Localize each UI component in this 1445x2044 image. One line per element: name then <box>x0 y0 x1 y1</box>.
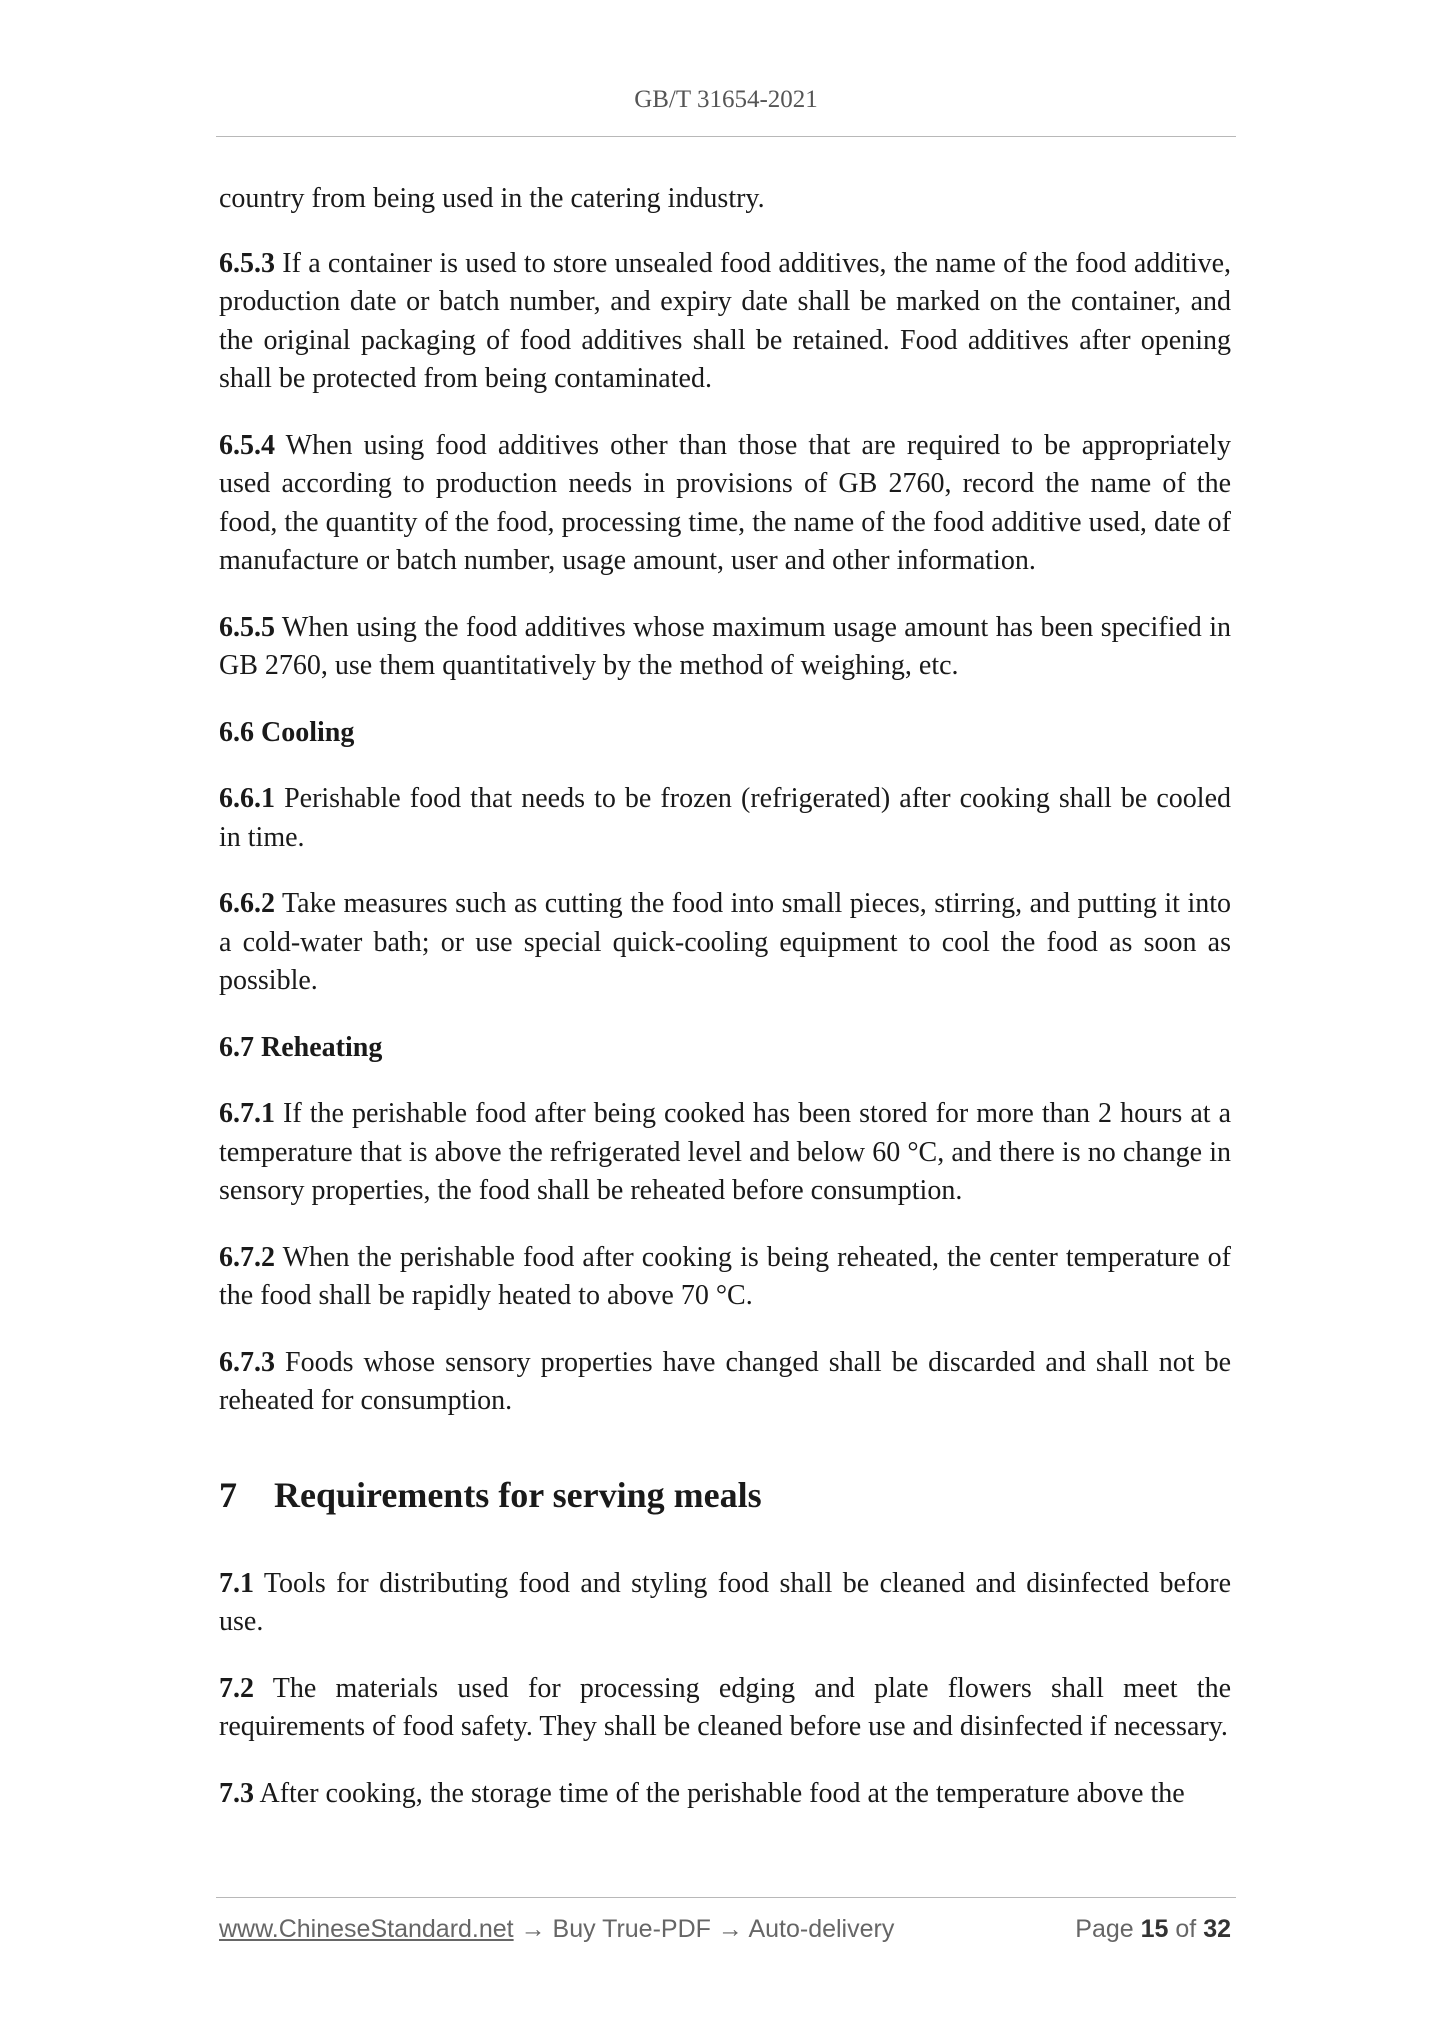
clause-7-3 <box>219 1775 1231 1814</box>
chapter-number: 7 <box>219 1474 237 1515</box>
clause-6-5-5 <box>219 609 1231 686</box>
clause-number: 6.5.4 <box>219 429 275 461</box>
chapter-title: Requirements for serving meals <box>274 1474 762 1515</box>
clause-number: 6.5.5 <box>219 611 275 643</box>
clause-6-5-3 <box>219 245 1231 399</box>
current-page-number: 15 <box>1140 1915 1169 1943</box>
clause-7-2 <box>219 1670 1231 1747</box>
section-heading-reheating: 6.7 Reheating <box>219 1031 383 1063</box>
website-link[interactable]: www.ChineseStandard.net <box>219 1915 514 1943</box>
buy-pdf-text: Buy True-PDF <box>552 1915 711 1943</box>
page-body <box>219 180 1231 1841</box>
clause-text: If a container is used to store unsealed food additives, the name of the food additive, production date or batch number, and expiry date shall be marked on the container, and the original packaging of food additives shall be retained. Food additives after opening shall be protected from being contaminated. <box>219 247 1232 394</box>
clause-number: 6.7.1 <box>219 1098 275 1129</box>
clause-text: Tools for distributing food and styling food shall be cleaned and disinfected before use. <box>219 1567 1231 1637</box>
clause-number: 6.7.3 <box>219 1346 275 1378</box>
clause-number: 7.2 <box>219 1672 254 1704</box>
clause-6-7-2 <box>219 1239 1231 1316</box>
clause-6-7-1 <box>219 1095 1231 1211</box>
clause-text: When the perishable food after cooking is being reheated, the center temperature of the food shall be rapidly heated to above 70 °C. <box>219 1241 1231 1311</box>
clause-number: 6.5.3 <box>219 247 275 279</box>
chapter-heading <box>219 1473 1231 1517</box>
clause-text: Take measures such as cutting the food into small pieces, stirring, and putting it into a cold-water bath; or use special quick-cooling equipment to cool the food as soon as possible. <box>219 888 1232 996</box>
section-heading-cooling: 6.6 Cooling <box>219 716 355 748</box>
clause-text: The materials used for processing edging and plate flowers shall meet the requirements of food safety. They shall be cleaned before use and disinfected if necessary. <box>219 1672 1232 1742</box>
delivery-text: Auto-delivery <box>748 1915 895 1943</box>
page-footer <box>219 1915 1231 1951</box>
clause-text: When using food additives other than those that are required to be appropriately used according to production needs in provisions of GB 2760, record the name of the food, the quantity of the food, processing time, the name of the food additive used, date of manufacture or batch number, usage amount, user and other information. <box>219 429 1231 576</box>
clause-text: If the perishable food after being cooked has been stored for more than 2 hours at a temperature that is above the refrigerated level and below 60 °C, and there is no change in sensory properties, the food shall be reheated before consumption. <box>219 1098 1232 1206</box>
clause-6-6-1 <box>219 780 1231 857</box>
clause-number: 6.6.1 <box>219 783 275 814</box>
header-divider <box>216 136 1236 137</box>
total-pages-number: 32 <box>1203 1915 1231 1943</box>
page-label: Page <box>1075 1915 1134 1943</box>
page-indicator <box>1075 1915 1231 1944</box>
clause-6-7-3 <box>219 1344 1231 1421</box>
clause-6-5-4 <box>219 427 1231 581</box>
clause-text: Foods whose sensory properties have changed shall be discarded and shall not be reheated for consumption. <box>219 1346 1232 1416</box>
arrow-right-icon: → <box>717 1915 743 1943</box>
footer-divider <box>216 1897 1236 1898</box>
clause-text: Perishable food that needs to be frozen (refrigerated) after cooking shall be cooled in time. <box>219 783 1232 853</box>
continuation-paragraph: country from being used in the catering industry. <box>219 183 765 214</box>
clause-text: When using the food additives whose maximum usage amount has been specified in GB 2760, use them quantitatively by the method of weighing, etc. <box>219 611 1231 681</box>
footer-links <box>219 1915 894 1944</box>
clause-6-6-2 <box>219 885 1231 1001</box>
clause-number: 6.7.2 <box>219 1241 275 1273</box>
arrow-right-icon: → <box>520 1915 546 1943</box>
clause-7-1 <box>219 1565 1231 1642</box>
clause-number: 7.3 <box>219 1777 254 1809</box>
clause-number: 7.1 <box>219 1567 254 1599</box>
clause-number: 6.6.2 <box>219 888 275 919</box>
document-id-header: GB/T 31654-2021 <box>634 86 818 113</box>
of-label: of <box>1175 1915 1197 1943</box>
clause-text: After cooking, the storage time of the perishable food at the temperature above the <box>259 1777 1185 1809</box>
